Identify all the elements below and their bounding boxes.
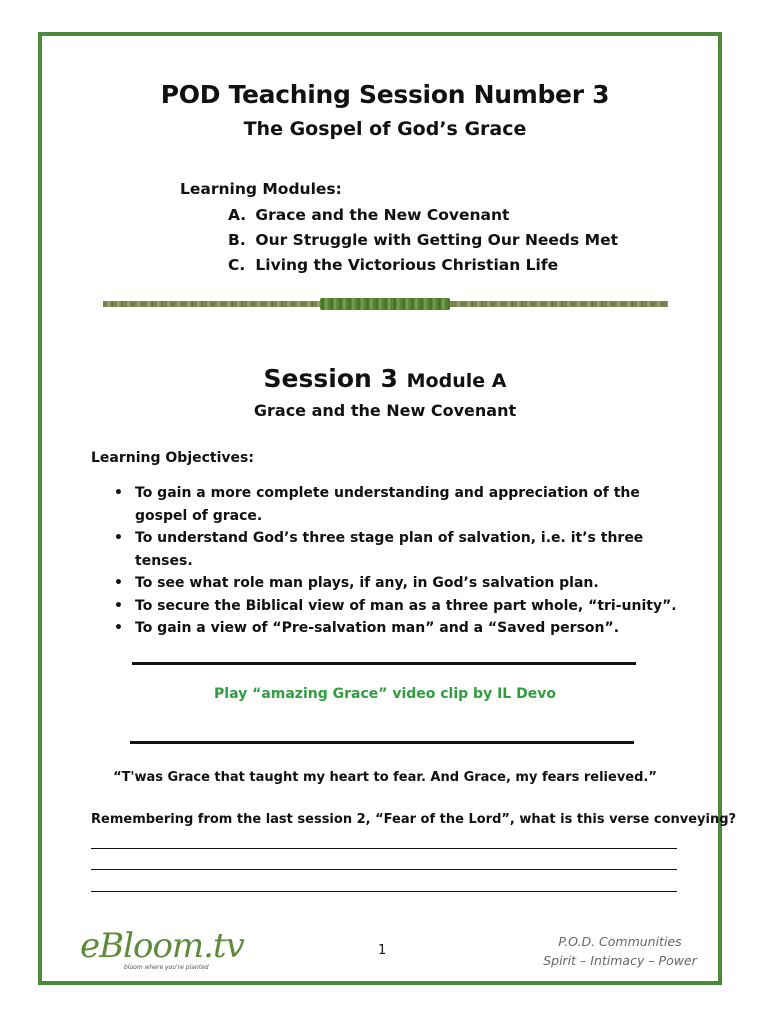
module-letter: C. [228,256,246,274]
module-label: Living the Victorious Christian Life [255,256,559,274]
reflection-question: Remembering from the last session 2, “Fear of the Lord”, what is this verse conveying? [91,812,737,827]
bullet-icon: • [114,620,123,636]
objective-text: To gain a view of “Pre-salvation man” and a “Saved person”. [135,620,620,636]
session-subtitle: Grace and the New Covenant [253,401,517,420]
answer-line[interactable] [91,848,677,849]
learning-objectives-list [114,482,684,640]
objective-text: To understand God’s three stage plan of salvation, i.e. it’s three tenses. [135,530,644,569]
objective-item [114,617,684,640]
objective-text: To gain a more complete understanding and appreciation of the gospel of grace. [135,485,640,524]
learning-objectives-heading: Learning Objectives: [91,450,254,466]
learning-modules-list [228,203,618,278]
objective-item [114,527,684,572]
module-letter: A. [228,206,247,224]
bullet-icon: • [114,575,123,591]
decorative-divider-ornament [320,298,450,310]
learning-modules-heading: Learning Modules: [180,180,342,198]
objective-item [114,482,684,527]
hymn-quote: “T'was Grace that taught my heart to fear. And Grace, my fears relieved.” [113,770,657,785]
horizontal-rule-bottom [130,741,634,744]
session-heading [0,364,770,393]
answer-line[interactable] [91,869,677,870]
session-heading-module: Module A [406,370,507,392]
ebloom-logo [80,926,244,974]
module-item-c [228,253,618,278]
page-title: POD Teaching Session Number 3 [160,80,610,109]
bullet-icon: • [114,485,123,501]
objective-text: To see what role man plays, if any, in God’s salvation plan. [135,575,599,591]
logo-tagline: bloom where you're planted [124,964,209,971]
module-item-a [228,203,618,228]
video-clip-instruction: Play “amazing Grace” video clip by IL Devo [214,686,556,702]
module-label: Our Struggle with Getting Our Needs Met [255,231,618,249]
page-subtitle: The Gospel of God’s Grace [243,118,527,140]
objective-item [114,595,684,618]
session-heading-main: Session 3 [263,364,398,393]
page-number: 1 [378,943,387,958]
objective-item [114,572,684,595]
logo-wordmark: eBloom.tv [80,926,244,966]
footer-org-tagline: Spirit – Intimacy – Power [543,953,697,968]
answer-line[interactable] [91,891,677,892]
bullet-icon: • [114,530,123,546]
module-item-b [228,228,618,253]
footer-org [540,932,700,970]
horizontal-rule-top [132,662,636,665]
objective-text: To secure the Biblical view of man as a three part whole, “tri-unity”. [135,597,677,614]
module-label: Grace and the New Covenant [255,206,510,224]
footer-org-name: P.O.D. Communities [558,934,682,949]
bullet-icon: • [114,597,123,614]
module-letter: B. [228,231,246,249]
